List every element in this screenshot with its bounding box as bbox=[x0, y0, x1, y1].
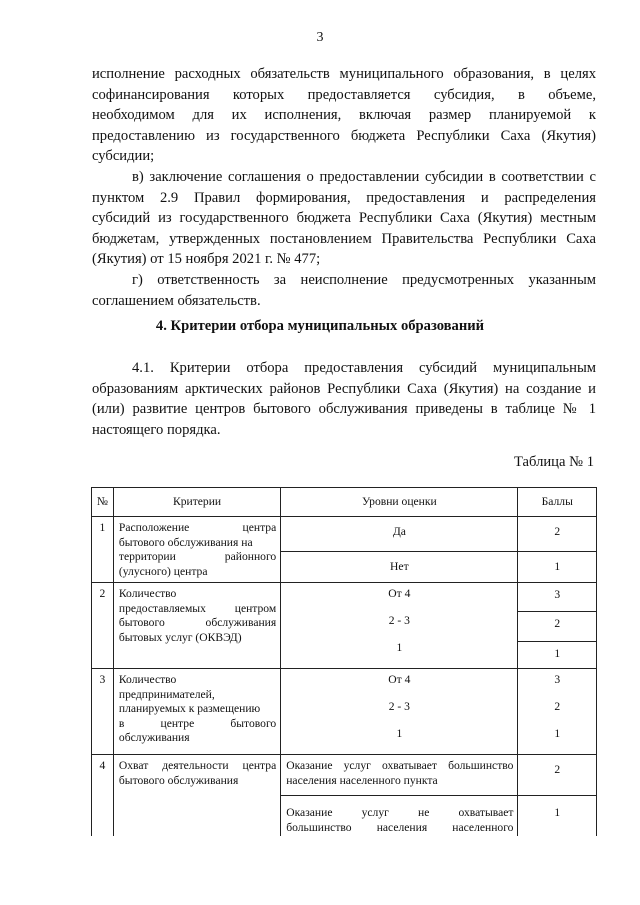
row-number: 3 bbox=[92, 669, 114, 755]
text-line: предоставлению из государственного бюджета Республики Саха (Якутия) bbox=[92, 127, 596, 144]
text-line: в) заключение соглашения о предоставлении субсидии в соответствии с bbox=[132, 169, 596, 185]
points-cell: 3 bbox=[518, 583, 597, 612]
criterion-line: бытового обслуживания bbox=[118, 773, 239, 787]
criterion-line: обслуживания bbox=[118, 731, 190, 744]
section-heading: 4. Критерии отбора муниципальных образований bbox=[155, 318, 485, 334]
points-value: 2 bbox=[554, 700, 561, 713]
criterion-cell bbox=[113, 669, 280, 755]
points-cell: 1 bbox=[518, 641, 597, 668]
text-line: субсидии; bbox=[92, 148, 155, 165]
header-levels: Уровни оценки bbox=[281, 488, 518, 517]
row-number: 4 bbox=[92, 755, 114, 837]
criterion-line: территории районного bbox=[118, 550, 277, 563]
level-line: большинство населения населенного bbox=[286, 820, 514, 834]
level-cell: Да bbox=[281, 517, 518, 552]
text-line: настоящего порядка. bbox=[92, 421, 221, 438]
paragraph-v bbox=[92, 167, 596, 270]
criterion-line: планируемых к размещению bbox=[118, 702, 261, 715]
row-number: 2 bbox=[92, 583, 114, 669]
level-value: От 4 bbox=[388, 587, 411, 600]
table-row bbox=[92, 669, 597, 755]
points-cell: 1 bbox=[518, 796, 597, 837]
text-line: пунктом 2.9 Правил формирования, предоставления и распределения bbox=[92, 189, 596, 206]
criterion-line: Количество bbox=[118, 587, 177, 600]
text-line: бюджетам, утвержденных постановлением Правительства Республики Саха bbox=[92, 230, 596, 247]
criterion-line: Количество bbox=[118, 673, 177, 686]
level-value: 2 - 3 bbox=[388, 614, 410, 627]
row-number: 1 bbox=[92, 517, 114, 583]
criterion-line: бытового обслуживания на bbox=[118, 535, 253, 549]
text-line: (или) развитие центров бытового обслуживания приведены в таблице № 1 bbox=[92, 401, 596, 418]
table-caption: Таблица № 1 bbox=[514, 454, 594, 470]
level-line: населения населенного пункта bbox=[286, 773, 438, 787]
points-cell: 1 bbox=[518, 552, 597, 583]
criterion-cell bbox=[113, 755, 280, 837]
text-line: г) ответственность за неисполнение предусмотренных указанным bbox=[132, 272, 596, 288]
header-number: № bbox=[92, 488, 114, 517]
points-cell: 2 bbox=[518, 517, 597, 552]
level-line: Оказание услуг не охватывает bbox=[286, 806, 514, 819]
table-row bbox=[92, 755, 597, 796]
paragraph-4-1 bbox=[92, 358, 596, 440]
criterion-line: (улусного) центра bbox=[118, 564, 208, 578]
text-line: соглашением обязательств. bbox=[92, 292, 261, 309]
level-value: 1 bbox=[396, 727, 403, 740]
points-cell bbox=[518, 669, 597, 755]
criterion-line: Охват деятельности центра bbox=[118, 759, 277, 772]
paragraph-continuation bbox=[92, 64, 596, 167]
criterion-cell bbox=[113, 583, 280, 669]
criterion-line: предоставляемых центром bbox=[118, 601, 277, 615]
table-row bbox=[92, 583, 597, 612]
text-line: исполнение расходных обязательств муниципального образования, в целях bbox=[92, 66, 596, 82]
header-points: Баллы bbox=[518, 488, 597, 517]
points-value: 1 bbox=[554, 727, 561, 740]
text-line: образованиям арктических районов Республики Саха (Якутия) на создание и bbox=[92, 380, 596, 397]
level-cell bbox=[281, 583, 518, 669]
level-line: Оказание услуг охватывает большинство bbox=[286, 759, 514, 772]
points-cell: 2 bbox=[518, 612, 597, 641]
level-cell bbox=[281, 755, 518, 796]
level-cell bbox=[281, 669, 518, 755]
criteria-table bbox=[91, 487, 597, 836]
level-value: От 4 bbox=[388, 673, 411, 686]
criterion-cell bbox=[113, 517, 280, 583]
criterion-line: Расположение центра bbox=[118, 521, 277, 534]
text-line: необходимом для их исполнения, включая размер планируемой к bbox=[92, 107, 596, 124]
criterion-line: в центре бытового bbox=[118, 716, 277, 730]
table-header-row bbox=[92, 488, 597, 517]
criterion-line: бытовых услуг (ОКВЭД) bbox=[118, 630, 242, 644]
page-number: 3 bbox=[316, 30, 324, 45]
text-line: софинансирования которых предоставляется субсидия, в объеме, bbox=[92, 86, 596, 103]
text-line: 4.1. Критерии отбора предоставления субсидий муниципальным bbox=[132, 360, 596, 376]
points-cell: 2 bbox=[518, 755, 597, 796]
level-cell: Нет bbox=[281, 552, 518, 583]
text-line: субсидий из государственного бюджета Республики Саха (Якутия) местным bbox=[92, 210, 596, 227]
criterion-line: бытового обслуживания bbox=[118, 616, 277, 629]
level-cell bbox=[281, 796, 518, 837]
paragraph-g bbox=[92, 270, 596, 311]
text-line: (Якутия) от 15 ноября 2021 г. № 477; bbox=[92, 251, 321, 268]
level-value: 1 bbox=[396, 641, 403, 654]
criterion-line: предпринимателей, bbox=[118, 687, 215, 701]
level-value: 2 - 3 bbox=[388, 700, 410, 713]
table-row bbox=[92, 517, 597, 552]
points-value: 3 bbox=[554, 673, 561, 686]
header-criteria: Критерии bbox=[113, 488, 280, 517]
